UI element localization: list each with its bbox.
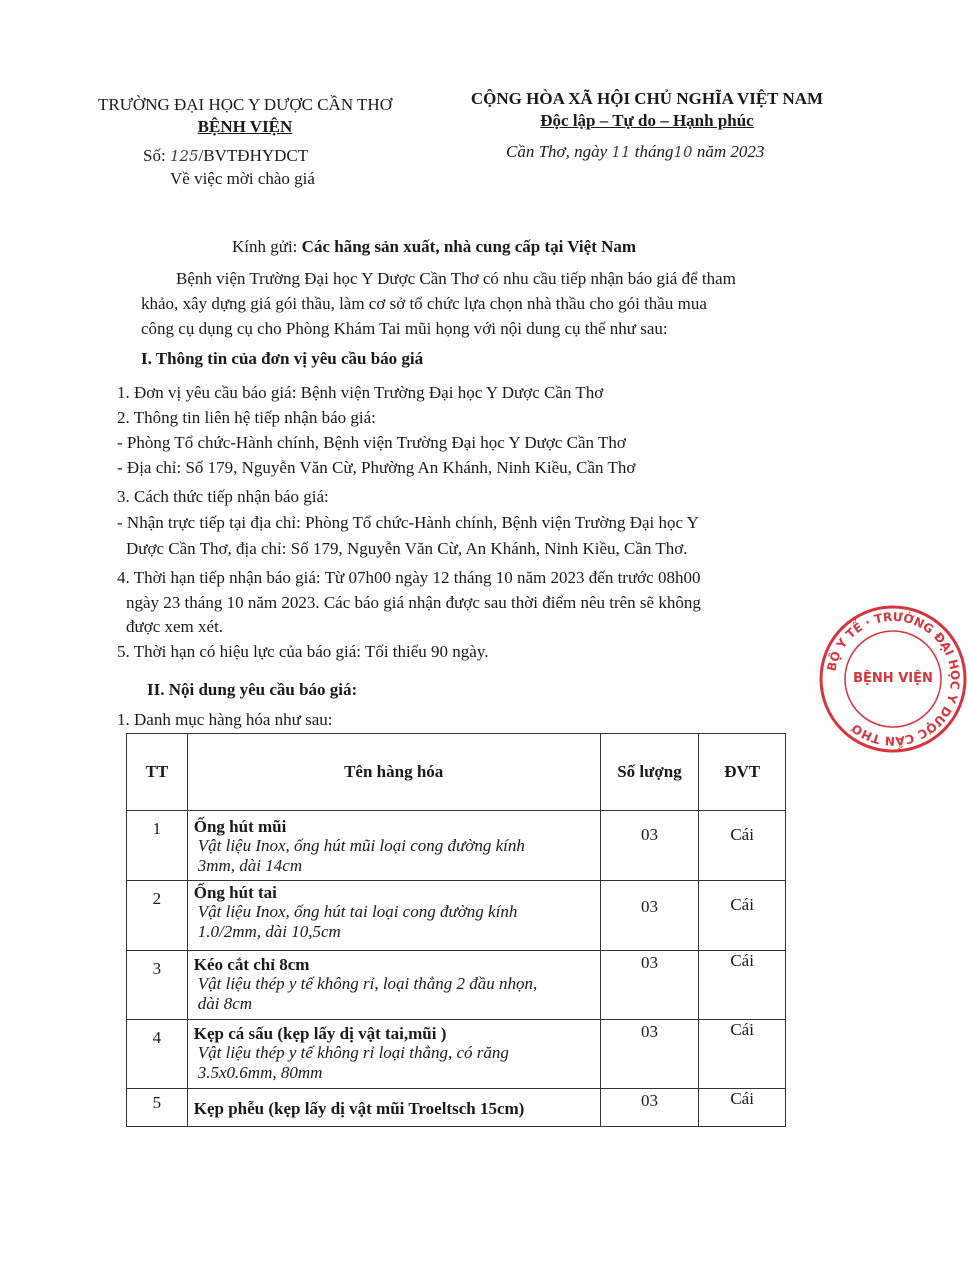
intro-line-3: công cụ dụng cụ cho Phòng Khám Tai mũi họng với nội dung cụ thể như sau:: [141, 319, 668, 338]
table-row: [127, 881, 786, 951]
item-description-cont: dài 8cm: [197, 994, 253, 1013]
item-unit: Cái: [730, 825, 754, 844]
goods-list-intro: 1. Danh mục hàng hóa như sau:: [117, 710, 333, 729]
date-month: 10: [673, 143, 693, 161]
table-row: [127, 951, 786, 1020]
item-quantity: 03: [640, 1022, 658, 1041]
date-prefix: Cần Thơ, ngày: [506, 142, 608, 161]
goods-table: [126, 733, 786, 1127]
item-description: Vật liệu thép y tế không rỉ, loại thẳng 2 đầu nhọn,: [197, 974, 538, 993]
section-1-line-1: 1. Đơn vị yêu cầu báo giá: Bệnh viện Trường Đại học Y Dược Cần Thơ: [117, 383, 604, 402]
section-1-line-7: Dược Cần Thơ, địa chỉ: Số 179, Nguyễn Văn Cừ, An Khánh, Ninh Kiều, Cần Thơ.: [126, 539, 688, 558]
section-1-line-8: 4. Thời hạn tiếp nhận báo giá: Từ 07h00 ngày 12 tháng 10 năm 2023 đến trước 08h00: [117, 568, 701, 587]
document-number: [143, 145, 308, 167]
section-1-line-5: 3. Cách thức tiếp nhận báo giá:: [117, 487, 329, 506]
header-quantity: Số lượng: [600, 734, 699, 811]
national-header: [442, 88, 852, 132]
org-unit: BỆNH VIỆN: [197, 117, 293, 136]
item-name: Kéo cắt chỉ 8cm: [193, 955, 310, 974]
row-number: 3: [152, 959, 162, 978]
item-name: Kẹp cá sấu (kẹp lấy dị vật tai,mũi ): [193, 1024, 447, 1043]
date-month-label: tháng: [634, 142, 674, 161]
doc-no-suffix: /BVTĐHYDCT: [198, 146, 309, 165]
item-quantity: 03: [640, 825, 658, 844]
row-number: 2: [152, 889, 162, 908]
section-1-line-4: - Địa chỉ: Số 179, Nguyễn Văn Cừ, Phường An Khánh, Ninh Kiều, Cần Thơ: [117, 458, 636, 477]
date-line: [506, 141, 764, 163]
item-description-cont: 3mm, dài 14cm: [197, 856, 303, 875]
row-number: 5: [152, 1093, 162, 1112]
date-day: 11: [611, 143, 631, 161]
item-description: Vật liệu Inox, ống hút mũi loại cong đường kính: [197, 836, 525, 855]
org-name: TRƯỜNG ĐẠI HỌC Y DƯỢC CẦN THƠ: [98, 95, 392, 114]
table-row: [127, 1020, 786, 1089]
table-row: [127, 1089, 786, 1127]
item-unit: Cái: [730, 951, 754, 970]
table-header-row: [127, 734, 786, 811]
section-1-line-9: ngày 23 tháng 10 năm 2023. Các báo giá nhận được sau thời điểm nêu trên sẽ không: [126, 593, 701, 612]
row-number: 4: [152, 1028, 162, 1047]
header-unit: ĐVT: [699, 734, 786, 811]
recipient-line: [232, 236, 636, 258]
section-1-line-2: 2. Thông tin liên hệ tiếp nhận báo giá:: [117, 408, 376, 427]
item-quantity: 03: [640, 953, 658, 972]
header-tt: TT: [127, 734, 188, 811]
intro-line-1: Bệnh viện Trường Đại học Y Dược Cần Thơ có nhu cầu tiếp nhận báo giá để tham: [176, 269, 736, 288]
item-description: Vật liệu Inox, ống hút tai loại cong đường kính: [197, 902, 518, 921]
item-quantity: 03: [640, 897, 658, 916]
intro-line-2: khảo, xây dựng giá gói thầu, làm cơ sở tổ chức lựa chọn nhà thầu cho gói thầu mua: [141, 294, 707, 313]
official-seal-stamp: [818, 604, 968, 754]
document-subject: Về việc mời chào giá: [170, 169, 315, 188]
item-quantity: 03: [640, 1091, 658, 1110]
seal-ring-text: BỘ Y TẾ · TRƯỜNG ĐẠI HỌC Y DƯỢC CẦN THƠ: [824, 609, 963, 749]
row-number: 1: [152, 819, 162, 838]
item-name: Ống hút tai: [193, 883, 277, 902]
org-header: [70, 94, 420, 138]
item-description-cont: 3.5x0.6mm, 80mm: [197, 1063, 323, 1082]
item-description: Vật liệu thép y tế không rỉ loại thẳng, có răng: [197, 1043, 509, 1062]
doc-no-handwritten: 125: [169, 147, 199, 165]
item-name: Kẹp phễu (kẹp lấy dị vật mũi Troeltsch 15cm): [193, 1099, 525, 1118]
section-1-line-10: được xem xét.: [126, 617, 224, 636]
section-1-line-11: 5. Thời hạn có hiệu lực của báo giá: Tối thiểu 90 ngày.: [117, 642, 489, 661]
section-1-title: I. Thông tin của đơn vị yêu cầu báo giá: [141, 349, 424, 368]
date-suffix: năm 2023: [696, 142, 765, 161]
republic-title: CỘNG HÒA XÃ HỘI CHỦ NGHĨA VIỆT NAM: [470, 89, 824, 108]
item-description-cont: 1.0/2mm, dài 10,5cm: [197, 922, 341, 941]
header-item-name: Tên hàng hóa: [187, 734, 600, 811]
item-unit: Cái: [730, 1089, 754, 1108]
section-2-title: II. Nội dung yêu cầu báo giá:: [147, 680, 358, 699]
item-unit: Cái: [730, 1020, 754, 1039]
recipient-name: Các hãng sản xuất, nhà cung cấp tại Việt Nam: [301, 237, 637, 256]
seal-center-text: BỆNH VIỆN: [853, 671, 933, 686]
doc-no-label: Số:: [143, 146, 166, 165]
motto: Độc lập – Tự do – Hạnh phúc: [540, 111, 754, 130]
section-1-line-6: - Nhận trực tiếp tại địa chỉ: Phòng Tổ chức-Hành chính, Bệnh viện Trường Đại học Y: [117, 513, 699, 532]
item-name: Ống hút mũi: [193, 817, 287, 836]
section-1-line-3: - Phòng Tổ chức-Hành chính, Bệnh viện Trường Đại học Y Dược Cần Thơ: [117, 433, 626, 452]
recipient-label: Kính gửi:: [232, 237, 298, 256]
table-row: [127, 811, 786, 881]
item-unit: Cái: [730, 895, 754, 914]
